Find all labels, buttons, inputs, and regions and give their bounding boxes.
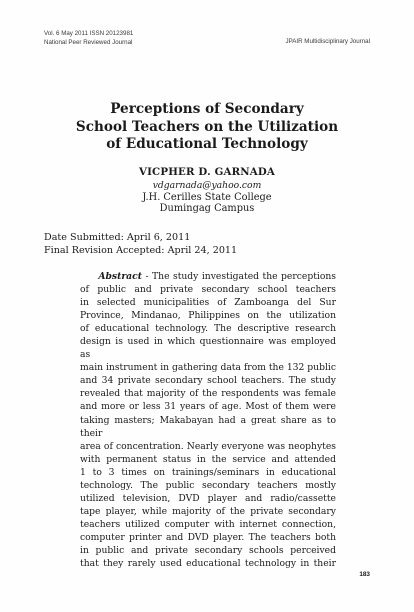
abstract-line: tape player, while majority of the private secondary xyxy=(80,505,336,517)
abstract-line: main instrument in gathering data from the 132 public xyxy=(80,362,336,374)
submission-dates xyxy=(44,232,237,257)
abstract-line: that they rarely used educational technology in their xyxy=(80,558,336,570)
abstract-line: of educational technology. The descriptive research xyxy=(80,323,336,335)
abstract-line: utilized television, DVD player and radio/cassette xyxy=(80,492,336,504)
date-accepted: Final Revision Accepted: April 24, 2011 xyxy=(44,244,238,256)
abstract-line: technology. The public secondary teachers mostly xyxy=(80,479,336,491)
author-block xyxy=(0,167,414,215)
abstract-line: area of concentration. Nearly everyone was neophytes xyxy=(80,440,336,452)
journal-volume-info: Vol. 6 May 2011 ISSN 20123981 xyxy=(44,30,134,37)
abstract-line: and 34 private secondary school teachers. The study xyxy=(80,375,336,387)
abstract-line: design is used in which questionnaire was employed as xyxy=(80,336,336,361)
author-campus: Dumingag Campus xyxy=(159,203,255,215)
title-line: of Educational Technology xyxy=(106,136,308,152)
abstract xyxy=(80,270,336,570)
abstract-label: Abstract xyxy=(98,271,142,282)
page-number: 183 xyxy=(359,571,370,578)
author-institution: J.H. Cerilles State College xyxy=(142,191,272,203)
abstract-line: computer printer and DVD player. The teachers both xyxy=(80,531,336,543)
journal-name: JPAIR Multidisciplinary Journal xyxy=(285,38,370,45)
abstract-line: Province, Mindanao, Philippines on the utilization xyxy=(80,310,336,322)
author-name: VICPHER D. GARNADA xyxy=(138,166,276,178)
abstract-line: in selected municipalities of Zamboanga del Sur xyxy=(80,297,336,309)
abstract-line: with permanent status in the service and attended xyxy=(80,453,336,465)
journal-header-left xyxy=(44,29,133,47)
abstract-line: teachers utilized computer with internet connection, xyxy=(80,518,336,530)
title-line: School Teachers on the Utilization xyxy=(75,118,339,135)
abstract-text: - The study investigated the perceptions xyxy=(141,271,336,282)
date-submitted: Date Submitted: April 6, 2011 xyxy=(44,232,191,243)
abstract-line: taking masters; Makabayan had a great share as to their xyxy=(80,414,336,439)
paper-title xyxy=(0,101,414,154)
abstract-line xyxy=(80,270,336,283)
abstract-line: of public and private secondary school teachers xyxy=(80,284,336,296)
peer-review-note: National Peer Reviewed Journal xyxy=(44,39,133,46)
abstract-line: 1 to 3 times on trainings/seminars in educational xyxy=(80,466,336,478)
abstract-line: revealed that majority of the respondents was female xyxy=(80,388,336,400)
abstract-line: and more or less 31 years of age. Most of them were xyxy=(80,401,336,413)
author-email: vdgarnada@yahoo.com xyxy=(152,179,262,191)
abstract-line: in public and private secondary schools perceived xyxy=(80,544,336,556)
title-line: Perceptions of Secondary xyxy=(110,101,304,117)
